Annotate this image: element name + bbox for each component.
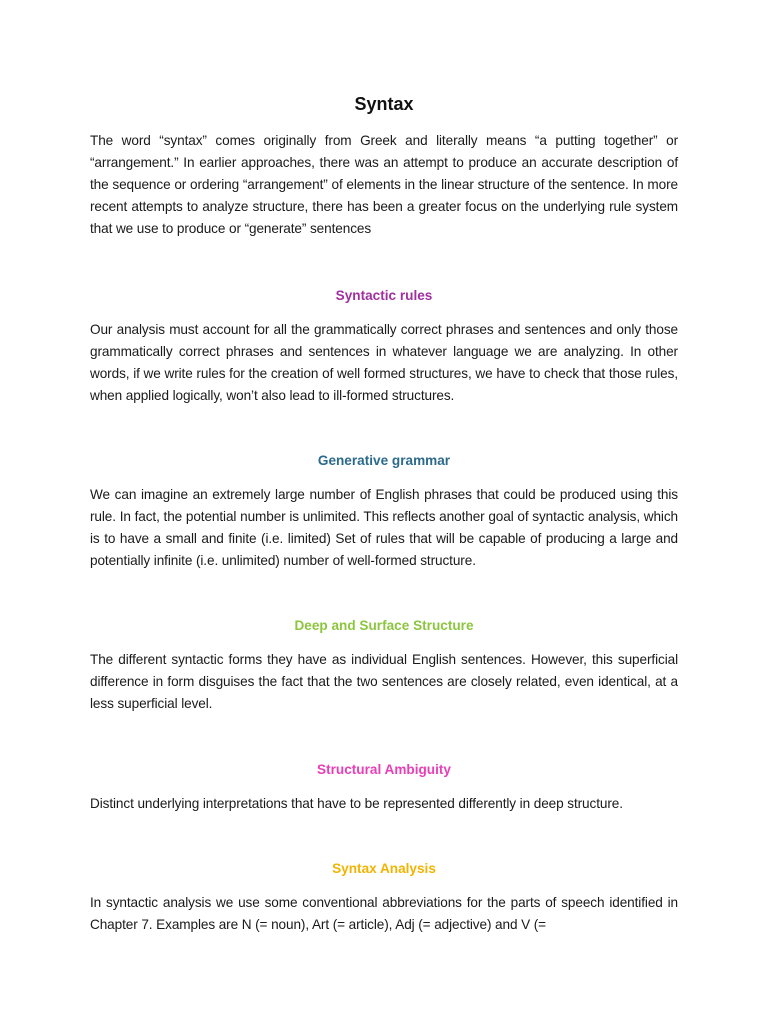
section-heading: Syntactic rules <box>335 288 433 303</box>
section-body: Our analysis must account for all the grammatically correct phrases and sentences and only those grammatically correct phrases and sentences in whatever language we are analyzing. In other words, if we write rules for the creation of well formed structures, we have to check that those rules, when applied logically, won’t also lead to ill-formed structures. <box>90 322 678 403</box>
section-generative-grammar <box>90 451 678 572</box>
section-syntax-analysis <box>90 859 678 936</box>
section-heading: Generative grammar <box>317 453 451 468</box>
section-heading: Structural Ambiguity <box>317 762 451 777</box>
section-syntactic-rules <box>90 286 678 407</box>
section-body: Distinct underlying interpretations that have to be represented differently in deep structure. <box>90 796 623 811</box>
section-deep-surface-structure <box>90 616 678 715</box>
section-body: The different syntactic forms they have as individual English sentences. However, this superficial difference in form disguises the fact that the two sentences are closely related, even identical, at a less superficial level. <box>90 652 678 711</box>
document-title: Syntax <box>354 94 414 114</box>
section-structural-ambiguity <box>90 760 678 815</box>
section-body: We can imagine an extremely large number of English phrases that could be produced using this rule. In fact, the potential number is unlimited. This reflects another goal of syntactic analysis, which is to have a small and finite (i.e. limited) Set of rules that will be capable of producing a large and potentially infinite (i.e. unlimited) number of well-formed structure. <box>90 487 678 568</box>
section-body: In syntactic analysis we use some conventional abbreviations for the parts of speech identified in Chapter 7. Examples are N (= noun), Art (= article), Adj (= adjective) and V (= <box>90 895 678 932</box>
intro-paragraph: The word “syntax” comes originally from Greek and literally means “a putting together” or “arrangement.” In earlier approaches, there was an attempt to produce an accurate description of the sequence or ordering “arrangement” of elements in the linear structure of the sentence. In more recent attempts to analyze structure, there has been a greater focus on the underlying rule system that we use to produce or “generate” sentences <box>90 133 678 236</box>
section-heading: Syntax Analysis <box>332 861 436 876</box>
section-heading: Deep and Surface Structure <box>294 618 474 633</box>
document-page <box>90 92 678 936</box>
